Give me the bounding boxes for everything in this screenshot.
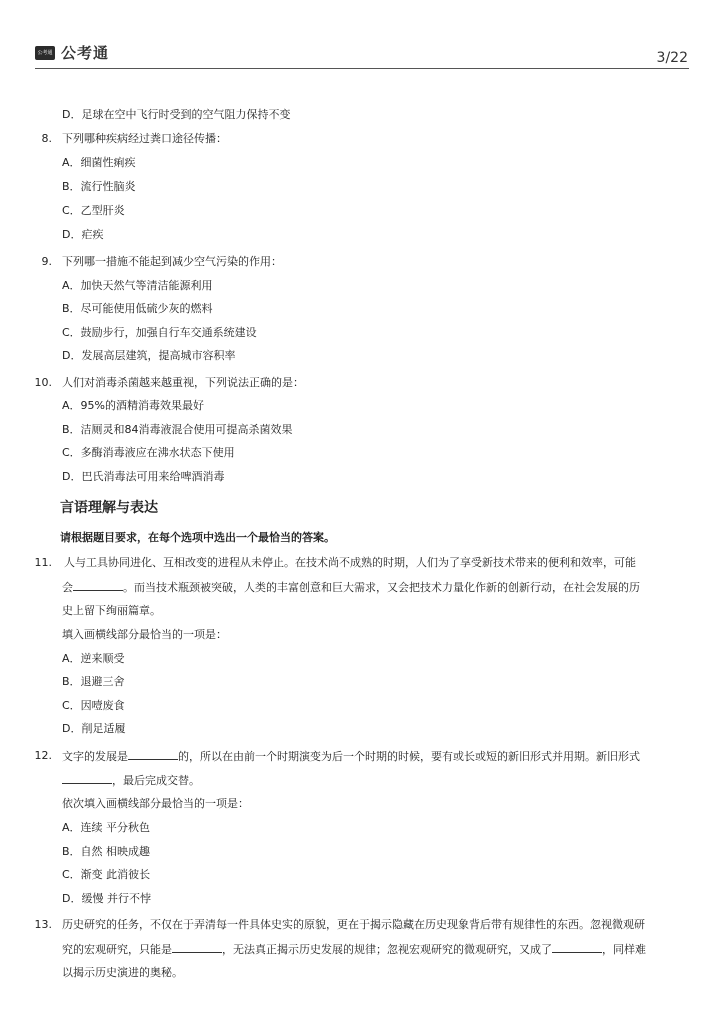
section-instruction: 请根据题目要求，在每个选项中选出一个最恰当的答案。: [60, 531, 335, 544]
q9-option-d: D．发展高层建筑，提高城市容积率: [62, 349, 236, 362]
q10-stem: 人们对消毒杀菌越来越重视，下列说法正确的是：: [62, 376, 304, 389]
q10-option-c: C．多酶消毒液应在沸水状态下使用: [62, 446, 235, 459]
q12-option-a: A．连续 平分秋色: [62, 821, 151, 834]
q11-prompt: 填入画横线部分最恰当的一项是：: [62, 628, 227, 641]
answer-blank: [172, 942, 222, 953]
q11-line1: 人与工具协同进化、互相改变的进程从未停止。在技术尚不成熟的时期，人们为了享受新技术带来的便利和效率，可能: [64, 556, 636, 569]
q12-line1-end: 的，所以在由前一个时期演变为后一个时期的时候，要有或长或短的新旧形式并用期。新旧形式: [178, 750, 640, 763]
q13-number: 13.: [34, 918, 52, 931]
q10-option-a: A．95%的酒精消毒效果最好: [62, 399, 204, 412]
q12-option-b: B．自然 相映成趣: [62, 845, 151, 858]
q13-line2: [62, 942, 646, 957]
q10-option-d: D．巴氏消毒法可用来给啤酒消毒: [62, 470, 225, 483]
section-title: 言语理解与表达: [60, 500, 158, 516]
answer-blank: [552, 942, 602, 953]
q12-option-d: D．缓慢 并行不悖: [62, 892, 151, 905]
q12-line1-start: 文字的发展是: [62, 750, 128, 763]
q9-option-b: B．尽可能使用低硫少灰的燃料: [62, 302, 213, 315]
q13-line3: 以揭示历史演进的奥秘。: [62, 966, 183, 979]
q11-line2: [62, 580, 640, 595]
answer-blank: [73, 580, 123, 591]
q11-line2-end: 。而当技术瓶颈被突破，人类的丰富创意和巨大需求，又会把技术力量化作新的创新行动，在社会发展的历: [123, 581, 640, 594]
q13-line2-end: ，同样难: [602, 943, 646, 956]
q11-option-d: D．削足适履: [62, 722, 126, 735]
q9-stem: 下列哪一措施不能起到减少空气污染的作用：: [62, 255, 282, 268]
q7-option-d: D．足球在空中飞行时受到的空气阻力保持不变: [62, 108, 291, 121]
q12-line2: [62, 773, 200, 788]
q12-line1: [62, 749, 640, 764]
answer-blank: [128, 749, 178, 760]
brand-name: 公考通: [61, 44, 110, 62]
page-number: 3/22: [656, 50, 688, 66]
q13-line2-start: 究的宏观研究，只能是: [62, 943, 172, 956]
brand-logo: [35, 42, 109, 63]
q12-line2-text: ，最后完成交替。: [112, 774, 200, 787]
q11-line2-start: 会: [62, 581, 73, 594]
q8-stem: 下列哪种疾病经过粪口途径传播：: [62, 132, 227, 145]
q8-number: 8.: [41, 132, 52, 145]
q13-line2-mid: ，无法真正揭示历史发展的规律；忽视宏观研究的微观研究，又成了: [222, 943, 552, 956]
logo-mark-icon: 公考通: [35, 46, 55, 60]
q9-option-c: C．鼓励步行，加强自行车交通系统建设: [62, 326, 257, 339]
q10-number: 10.: [34, 376, 52, 389]
header-divider: [35, 68, 689, 69]
page-header: [0, 0, 724, 70]
q8-option-a: A．细菌性痢疾: [62, 156, 136, 169]
q11-option-c: C．因噎废食: [62, 699, 125, 712]
q9-number: 9.: [41, 255, 52, 268]
q12-option-c: C．渐变 此消彼长: [62, 868, 151, 881]
q8-option-c: C．乙型肝炎: [62, 204, 125, 217]
q11-number: 11.: [34, 556, 52, 569]
q13-line1: 历史研究的任务，不仅在于弄清每一件具体史实的原貌，更在于揭示隐藏在历史现象背后带有规律性的东西。忽视微观研: [62, 918, 645, 931]
q11-option-b: B．退避三舍: [62, 675, 125, 688]
q10-option-b: B．洁厕灵和84消毒液混合使用可提高杀菌效果: [62, 423, 293, 436]
q12-prompt: 依次填入画横线部分最恰当的一项是：: [62, 797, 249, 810]
q11-option-a: A．逆来顺受: [62, 652, 125, 665]
q8-option-d: D．疟疾: [62, 228, 104, 241]
answer-blank: [62, 773, 112, 784]
q9-option-a: A．加快天然气等清洁能源利用: [62, 279, 213, 292]
q12-number: 12.: [34, 749, 52, 762]
q8-option-b: B．流行性脑炎: [62, 180, 136, 193]
q11-line3: 史上留下绚丽篇章。: [62, 604, 161, 617]
